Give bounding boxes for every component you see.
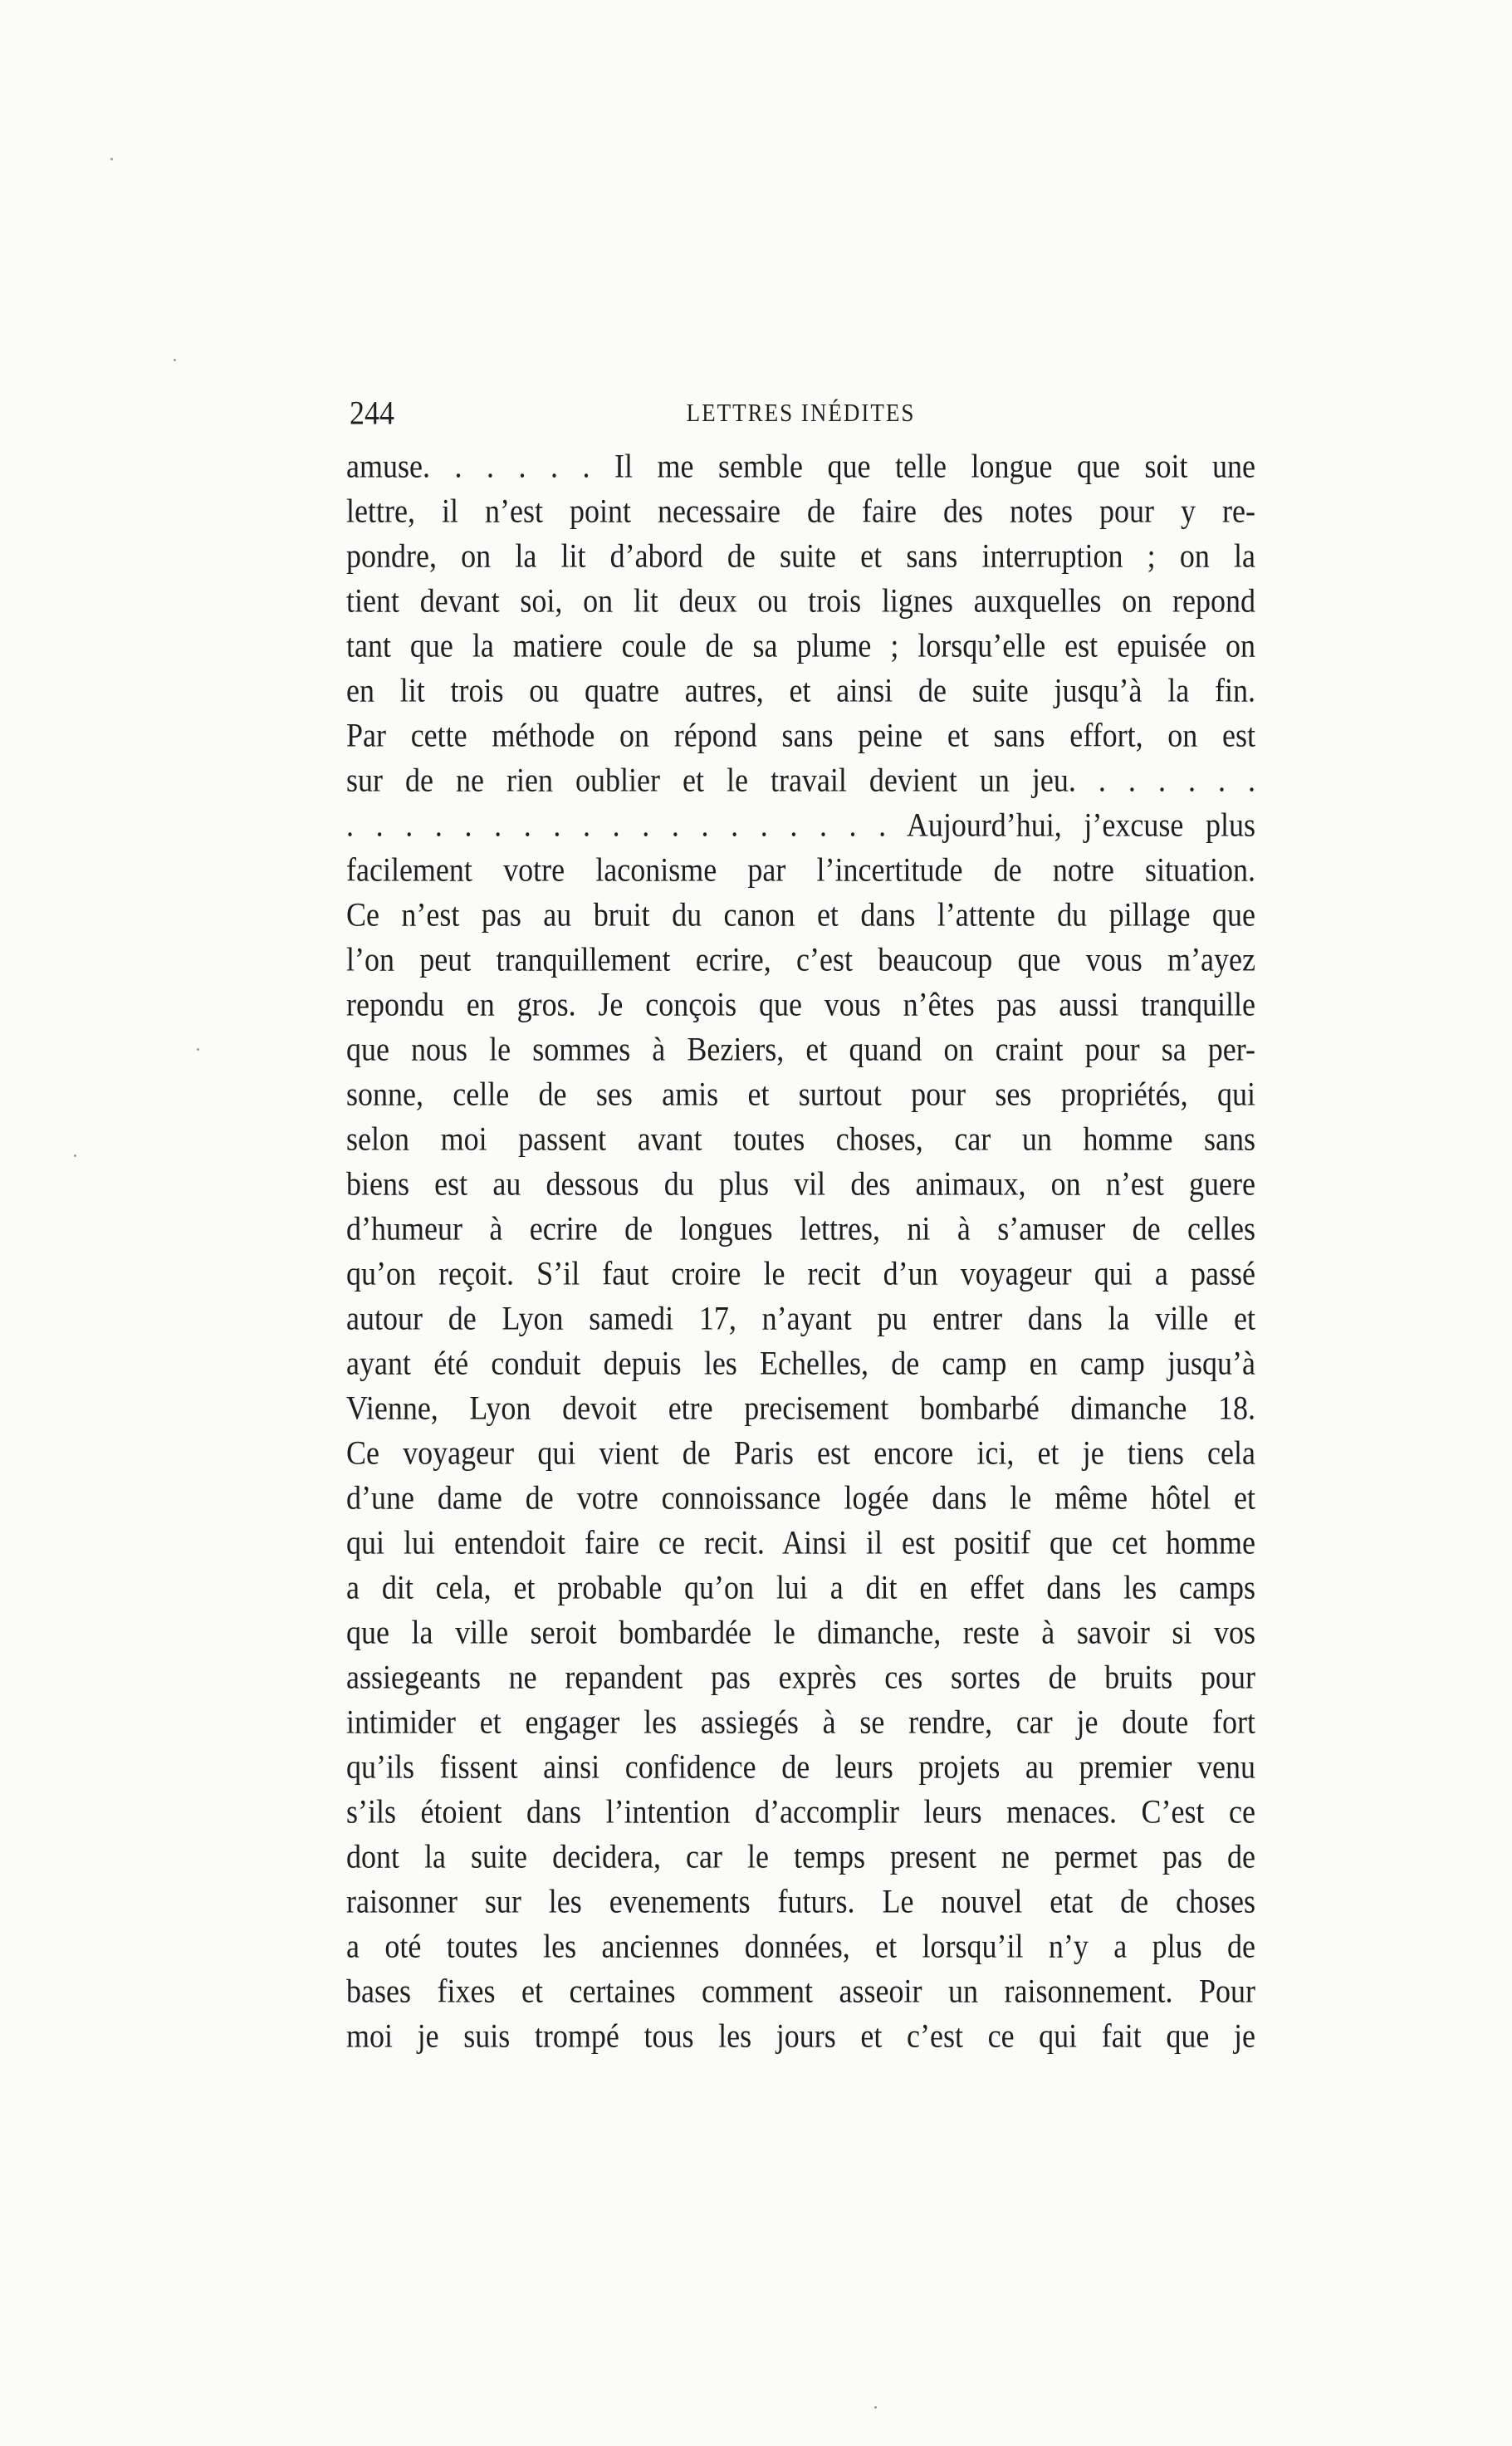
text-line: raisonner sur les evenements futurs. Le nouvel etat de choses [346, 1882, 1255, 1920]
text-line: Ce n’est pas au bruit du canon et dans l’attente du pillage que [346, 895, 1255, 934]
text-line: repondu en gros. Je conçois que vous n’êtes pas aussi tranquille [346, 985, 1255, 1023]
text-line: moi je suis trompé tous les jours et c’est ce qui fait que je [346, 2017, 1255, 2055]
text-line: d’humeur à ecrire de longues lettres, ni à s’amuser de celles [346, 1209, 1255, 1248]
running-header [346, 390, 1255, 435]
text-line: pondre, on la lit d’abord de suite et sans interruption ; on la [346, 537, 1255, 575]
text-line: tant que la matiere coule de sa plume ; lorsqu’elle est epuisée on [346, 626, 1255, 664]
text-line: l’on peut tranquillement ecrire, c’est beaucoup que vous m’ayez [346, 940, 1255, 978]
text-line: qu’on reçoit. S’il faut croire le recit d’un voyageur qui a passé [346, 1254, 1255, 1292]
text-line: sur de ne rien oublier et le travail devient un jeu. . . . . . . [346, 761, 1255, 799]
text-line: facilement votre laconisme par l’incertitude de notre situation. [346, 850, 1255, 889]
text-line: assiegeants ne repandent pas exprès ces sortes de bruits pour [346, 1658, 1255, 1696]
text-line: a oté toutes les anciennes données, et lorsqu’il n’y a plus de [346, 1927, 1255, 1965]
scan-speck [110, 158, 113, 160]
text-line: intimider et engager les assiegés à se rendre, car je doute fort [346, 1703, 1255, 1741]
scan-speck [174, 359, 176, 361]
text-line: bases fixes et certaines comment asseoir un raisonnement. Pour [346, 1972, 1255, 2010]
text-line: tient devant soi, on lit deux ou trois lignes auxquelles on repond [346, 581, 1255, 620]
text-line: a dit cela, et probable qu’on lui a dit en effet dans les camps [346, 1568, 1255, 1606]
text-line: qui lui entendoit faire ce recit. Ainsi il est positif que cet homme [346, 1523, 1255, 1561]
body-text [346, 444, 1255, 2058]
text-line: que la ville seroit bombardée le dimanche, reste à savoir si vos [346, 1613, 1255, 1651]
text-line: sonne, celle de ses amis et surtout pour ses propriétés, qui [346, 1075, 1255, 1113]
text-line: Par cette méthode on répond sans peine et sans effort, on est [346, 716, 1255, 754]
text-line: autour de Lyon samedi 17, n’ayant pu entrer dans la ville et [346, 1299, 1255, 1337]
text-line: que nous le sommes à Beziers, et quand on craint pour sa per- [346, 1030, 1255, 1068]
running-title: LETTRES INÉDITES [686, 399, 916, 427]
text-line: en lit trois ou quatre autres, et ainsi de suite jusqu’à la fin. [346, 671, 1255, 709]
text-line: . . . . . . . . . . . . . . . . . . . Aujourd’hui, j’excuse plus [346, 806, 1255, 844]
text-line: lettre, il n’est point necessaire de faire des notes pour y re- [346, 492, 1255, 530]
page-number: 244 [350, 394, 394, 432]
text-line: Ce voyageur qui vient de Paris est encore ici, et je tiens cela [346, 1434, 1255, 1472]
text-line: ayant été conduit depuis les Echelles, de camp en camp jusqu’à [346, 1344, 1255, 1382]
text-line: biens est au dessous du plus vil des animaux, on n’est guere [346, 1164, 1255, 1203]
text-line: Vienne, Lyon devoit etre precisement bombarbé dimanche 18. [346, 1389, 1255, 1427]
scan-speck [874, 2406, 877, 2409]
scan-speck [197, 1048, 199, 1051]
text-line: amuse. . . . . . Il me semble que telle longue que soit une [346, 447, 1255, 485]
text-line: selon moi passent avant toutes choses, car un homme sans [346, 1120, 1255, 1158]
text-line: s’ils étoient dans l’intention d’accomplir leurs menaces. C’est ce [346, 1792, 1255, 1831]
scan-speck [74, 1154, 76, 1157]
text-line: d’une dame de votre connoissance logée dans le même hôtel et [346, 1478, 1255, 1517]
text-line: qu’ils fissent ainsi confidence de leurs projets au premier venu [346, 1747, 1255, 1786]
text-line: dont la suite decidera, car le temps present ne permet pas de [346, 1837, 1255, 1875]
